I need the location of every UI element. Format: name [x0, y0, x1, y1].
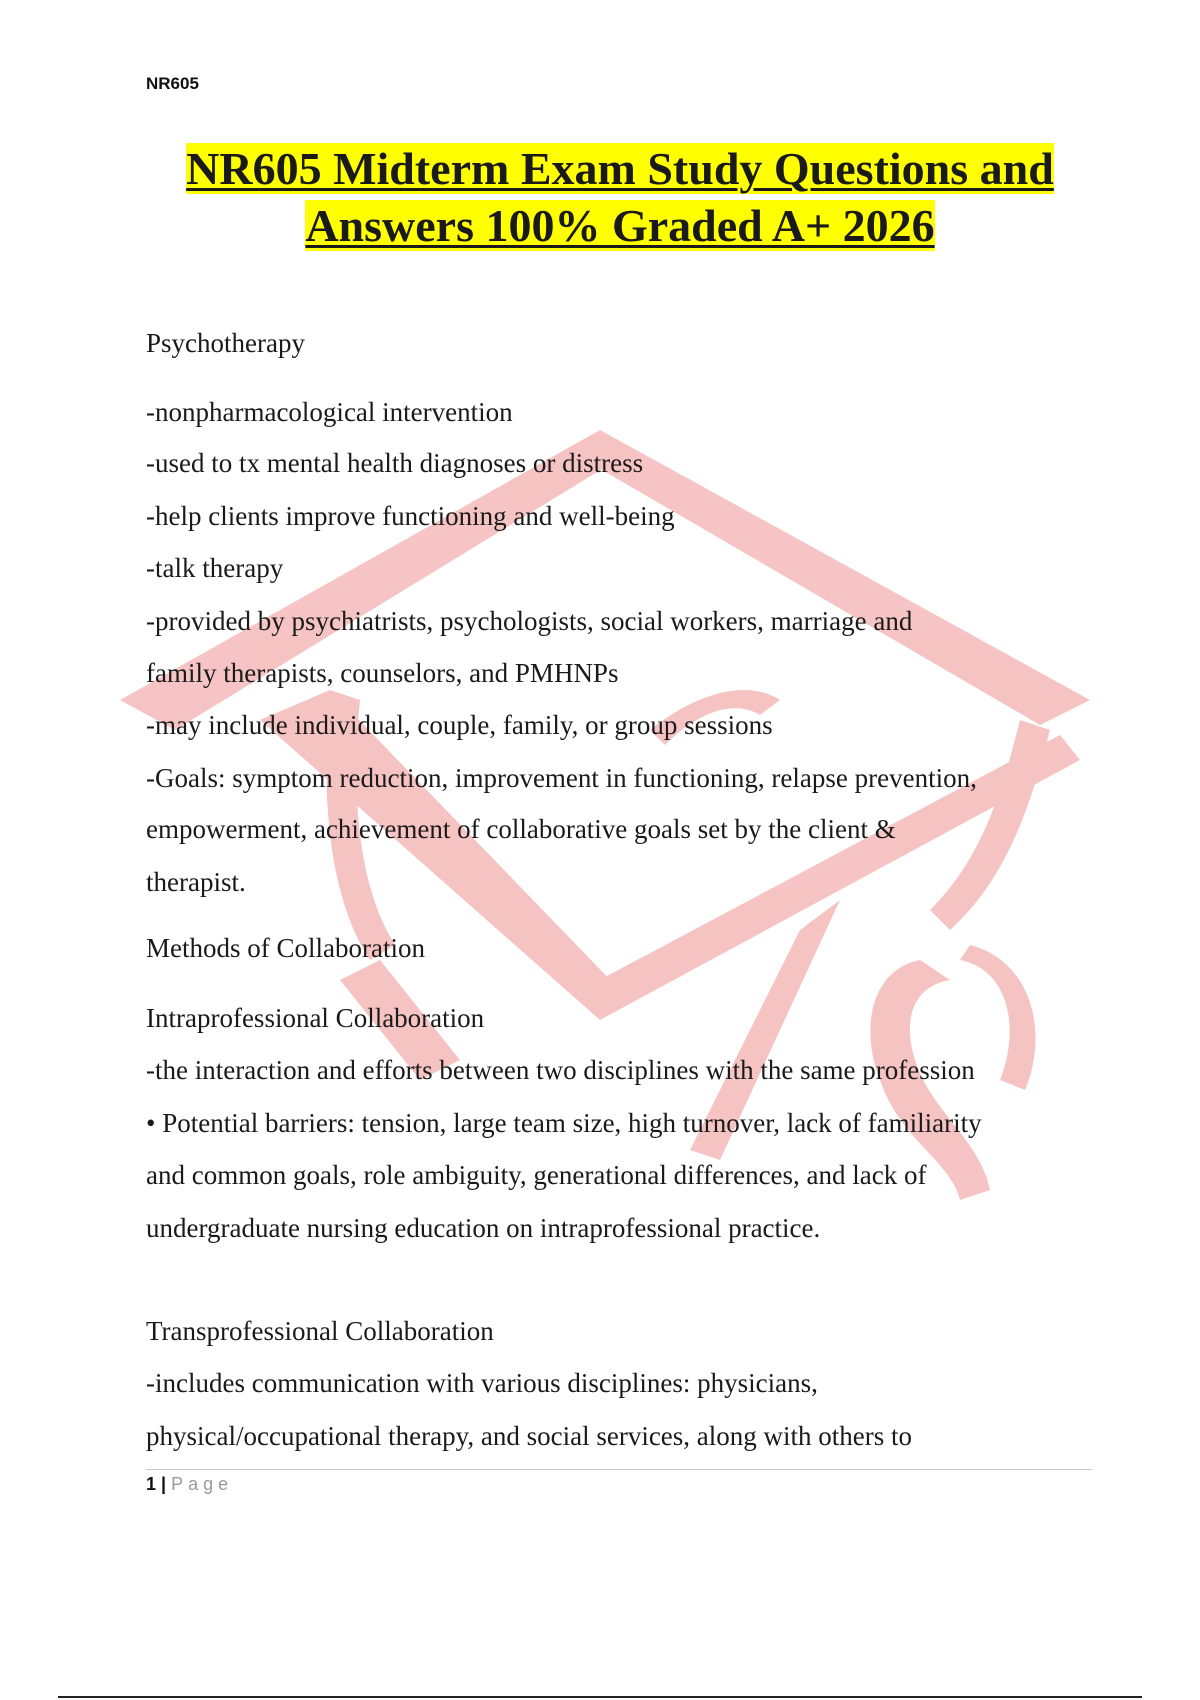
- section-heading-transprofessional: Transprofessional Collaboration: [146, 1316, 494, 1346]
- list-item: and common goals, role ambiguity, generational differences, and lack of: [146, 1160, 927, 1190]
- list-item: -Goals: symptom reduction, improvement in functioning, relapse prevention,: [146, 763, 977, 793]
- list-item: -nonpharmacological intervention: [146, 397, 513, 427]
- section-heading-methods: Methods of Collaboration: [146, 933, 425, 963]
- list-item: undergraduate nursing education on intraprofessional practice.: [146, 1213, 821, 1243]
- list-item: -the interaction and efforts between two disciplines with the same profession: [146, 1055, 975, 1085]
- list-item: family therapists, counselors, and PMHNPs: [146, 658, 619, 688]
- list-item: -provided by psychiatrists, psychologists, social workers, marriage and: [146, 606, 913, 636]
- list-item: physical/occupational therapy, and social services, along with others to: [146, 1421, 913, 1451]
- title-line-1: NR605 Midterm Exam Study Questions and: [186, 143, 1054, 194]
- list-item: • Potential barriers: tension, large team size, high turnover, lack of familiarity: [146, 1108, 982, 1138]
- list-item: -help clients improve functioning and well-being: [146, 501, 675, 531]
- list-item: -talk therapy: [146, 553, 284, 583]
- header-label: NR605: [146, 74, 199, 93]
- page-bottom-border: [58, 1696, 1142, 1698]
- list-item: -may include individual, couple, family, or group sessions: [146, 710, 773, 740]
- list-item: -includes communication with various disciplines: physicians,: [146, 1368, 818, 1398]
- section-heading-psychotherapy: Psychotherapy: [146, 328, 305, 358]
- page-number: 1: [146, 1474, 157, 1494]
- page-word: Page: [171, 1474, 234, 1494]
- footer-divider: [146, 1469, 1092, 1470]
- section-heading-intraprofessional: Intraprofessional Collaboration: [146, 1003, 485, 1033]
- document-title: [110, 140, 1130, 254]
- list-item: therapist.: [146, 867, 246, 897]
- page-footer: [146, 1474, 233, 1495]
- list-item: empowerment, achievement of collaborative goals set by the client &: [146, 814, 896, 844]
- list-item: -used to tx mental health diagnoses or distress: [146, 448, 644, 478]
- title-line-2: Answers 100% Graded A+ 2026: [305, 200, 935, 251]
- footer-separator: |: [161, 1474, 167, 1494]
